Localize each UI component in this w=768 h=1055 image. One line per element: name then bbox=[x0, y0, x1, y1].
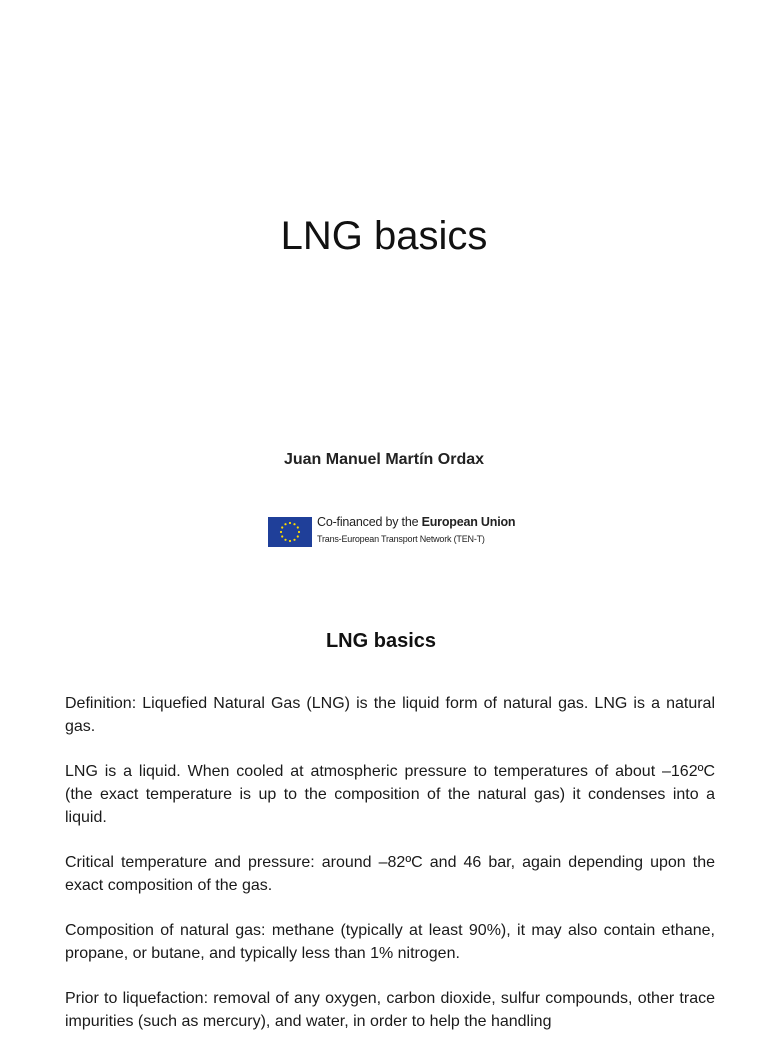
paragraph-definition: Definition: Liquefied Natural Gas (LNG) is the liquid form of natural gas. LNG is a natural gas. bbox=[65, 695, 715, 735]
paragraph-liquid: LNG is a liquid. When cooled at atmospheric pressure to temperatures of about –162ºC (the exact temperature is up to the composition of the natural gas) it condenses into a liquid. bbox=[65, 763, 715, 826]
section-heading: LNG basics bbox=[325, 630, 437, 652]
eu-logo-line2: Trans-European Transport Network (TEN-T) bbox=[317, 534, 485, 544]
eu-star-icon bbox=[297, 535, 299, 537]
body-text bbox=[65, 692, 715, 1055]
author-name: Juan Manuel Martín Ordax bbox=[283, 451, 485, 468]
eu-star-icon bbox=[281, 535, 283, 537]
eu-star-icon bbox=[298, 531, 300, 533]
eu-logo-line1: Co-financed by the European Union bbox=[317, 515, 516, 529]
eu-flag-icon bbox=[268, 517, 312, 547]
paragraph-prior-liquefaction: Prior to liquefaction: removal of any oxygen, carbon dioxide, sulfur compounds, other trace impurities (such as mercury), and water, in order to help the handling bbox=[65, 990, 715, 1030]
slide-title: LNG basics bbox=[280, 214, 488, 258]
eu-star-icon bbox=[281, 526, 283, 528]
eu-star-icon bbox=[293, 539, 295, 541]
eu-cofinance-logo bbox=[268, 515, 528, 549]
eu-star-icon bbox=[293, 523, 295, 525]
eu-star-icon bbox=[289, 540, 291, 542]
eu-star-icon bbox=[284, 539, 286, 541]
eu-star-icon bbox=[297, 526, 299, 528]
eu-star-icon bbox=[280, 531, 282, 533]
eu-star-icon bbox=[289, 522, 291, 524]
paragraph-critical-point: Critical temperature and pressure: around –82ºC and 46 bar, again depending upon the exact composition of the gas. bbox=[65, 854, 715, 894]
paragraph-composition: Composition of natural gas: methane (typically at least 90%), it may also contain ethane, propane, or butane, and typically less than 1% nitrogen. bbox=[65, 922, 715, 962]
eu-star-icon bbox=[284, 523, 286, 525]
